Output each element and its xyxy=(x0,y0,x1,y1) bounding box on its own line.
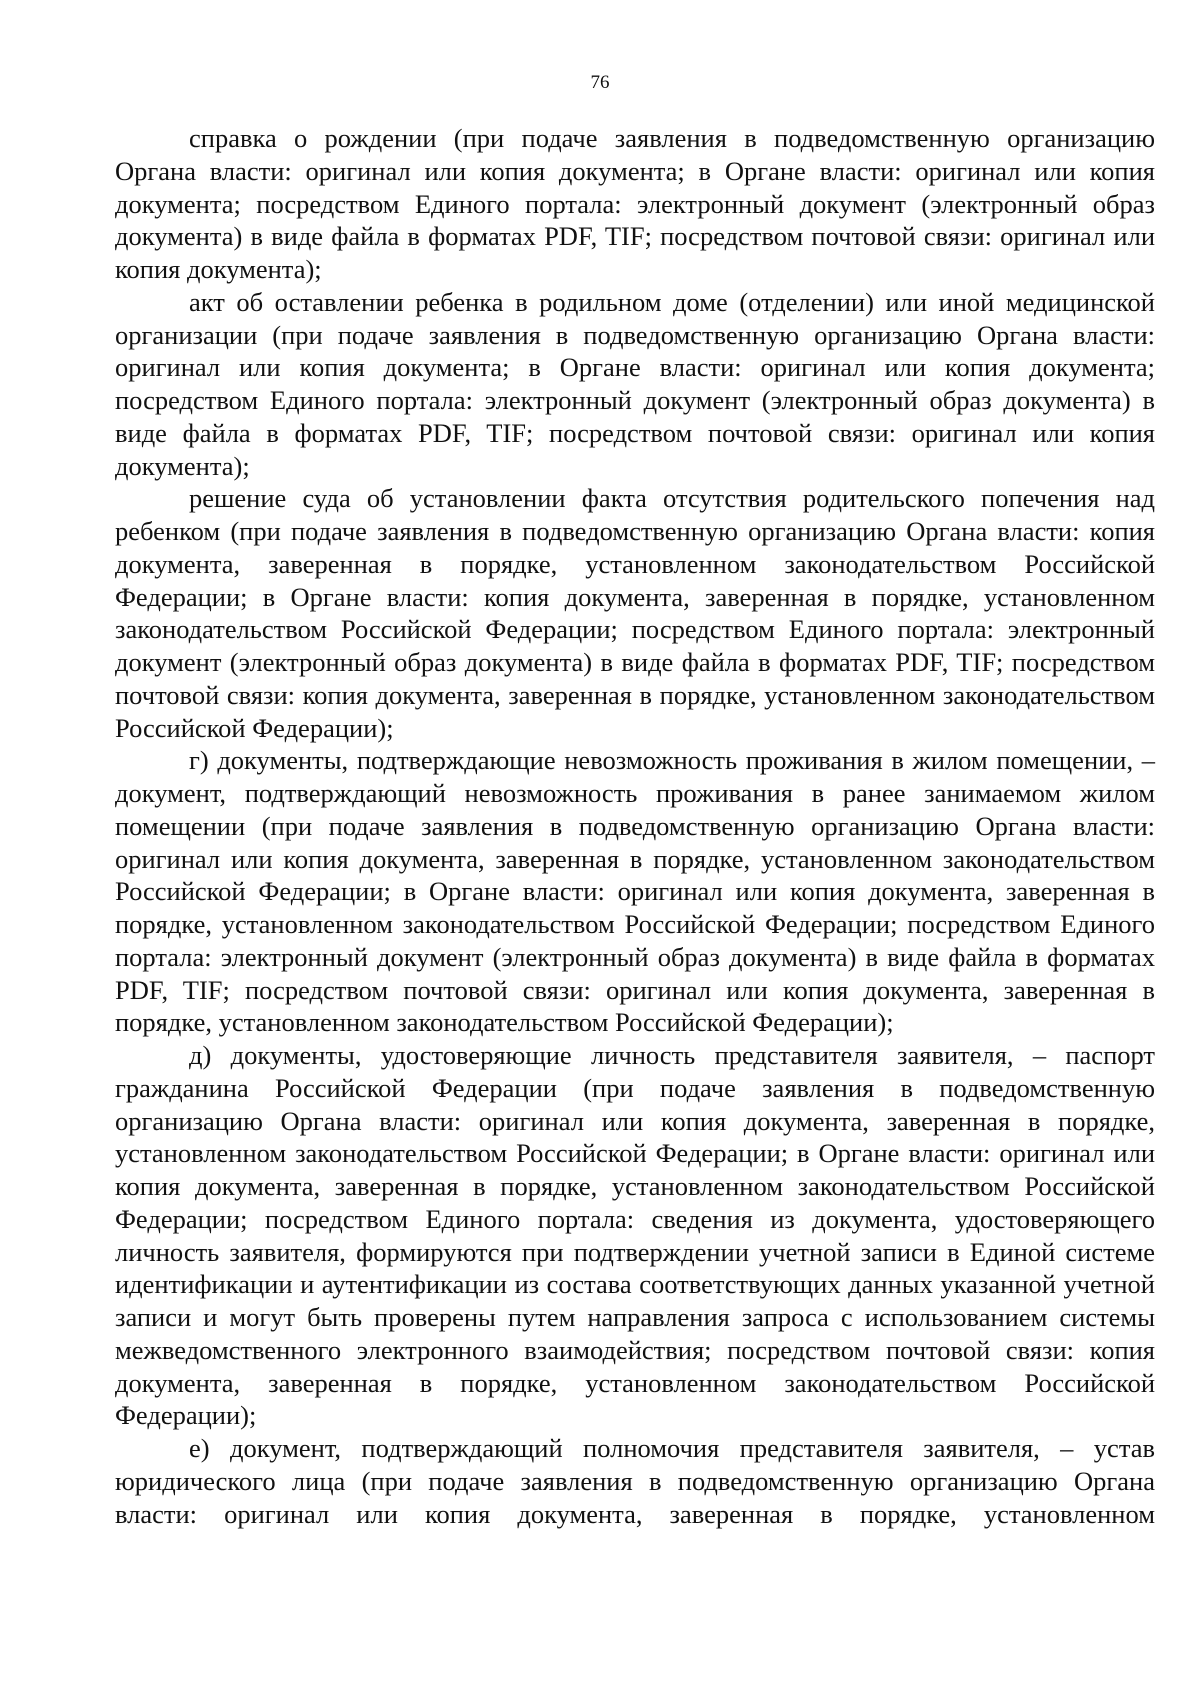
paragraph-item-e-authority: е) документ, подтверждающий полномочия представителя заявителя, – устав юридического лица (при подаче заявления в подведомственную организацию Органа власти: оригинал или копия документа, заверенная в порядке, установленном xyxy=(115,1433,1155,1529)
paragraph-item-d-identity: д) документы, удостоверяющие личность представителя заявителя, – паспорт гражданина Российской Федерации (при подаче заявления в подведомственную организацию Органа власти: оригинал или копия документа, заверенная в порядке, установленном законодательством Российской Федерации; в Органе власти: оригинал или копия документа, заверенная в порядке, установленном законодательством Российской Федерации; посредством Единого портала: сведения из документа, удостоверяющего личность заявителя, формируются при подтверждении учетной записи в Единой системе идентификации и аутентификации из состава соответствующих данных указанной учетной записи и могут быть проверены путем направления запроса с использованием системы межведомственного электронного взаимодействия; посредством почтовой связи: копия документа, заверенная в порядке, установленном законодательством Российской Федерации); xyxy=(115,1040,1155,1431)
paragraph-birth-certificate: справка о рождении (при подаче заявления в подведомственную организацию Органа власти: оригинал или копия документа; в Органе власти: оригинал или копия документа; посредством Единого портала: электронный документ (электронный образ документа) в виде файла в форматах PDF, TIF; посредством почтовой связи: оригинал или копия документа); xyxy=(115,123,1155,284)
paragraph-item-g-housing: г) документы, подтверждающие невозможность проживания в жилом помещении, – документ, подтверждающий невозможность проживания в ранее занимаемом жилом помещении (при подаче заявления в подведомственную организацию Органа власти: оригинал или копия документа, заверенная в порядке, установленном законодательством Российской Федерации; в Органе власти: оригинал или копия документа, заверенная в порядке, установленном законодательством Российской Федерации; посредством Единого портала: электронный документ (электронный образ документа) в виде файла в форматах PDF, TIF; посредством почтовой связи: оригинал или копия документа, заверенная в порядке, установленном законодательством Российской Федерации); xyxy=(115,745,1155,1038)
paragraph-abandonment-act: акт об оставлении ребенка в родильном доме (отделении) или иной медицинской организации (при подаче заявления в подведомственную организацию Органа власти: оригинал или копия документа; в Органе власти: оригинал или копия документа; посредством Единого портала: электронный документ (электронный образ документа) в виде файла в форматах PDF, TIF; посредством почтовой связи: оригинал или копия документа); xyxy=(115,286,1155,481)
paragraph-court-decision: решение суда об установлении факта отсутствия родительского попечения над ребенком (при подаче заявления в подведомственную организацию Органа власти: копия документа, заверенная в порядке, установленном законодательством Российской Федерации; в Органе власти: копия документа, заверенная в порядке, установленном законодательством Российской Федерации; посредством Единого портала: электронный документ (электронный образ документа) в виде файла в форматах PDF, TIF; посредством почтовой связи: копия документа, заверенная в порядке, установленном законодательством Российской Федерации); xyxy=(115,483,1155,743)
document-body xyxy=(115,122,1155,1530)
page-number: 76 xyxy=(590,72,610,93)
